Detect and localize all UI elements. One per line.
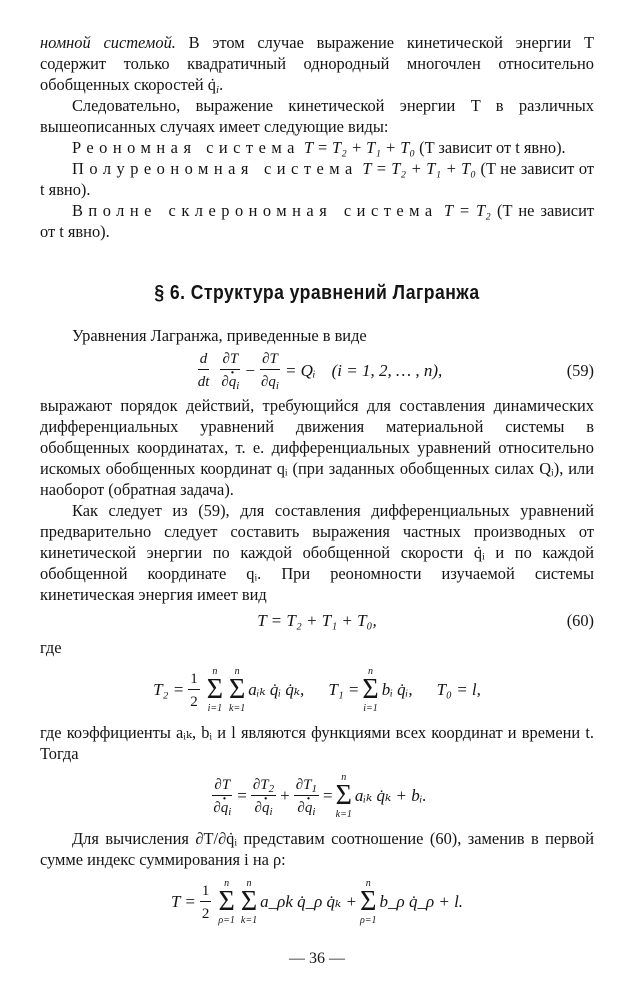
dT-terms: aᵢₖ q̇ₖ + bᵢ. (354, 786, 427, 805)
case-scleronomic (40, 200, 594, 242)
paragraph-1: номной системой. В этом случае выражение кинетической энергии T содержит только квадратичный однородный многочлен относительно обобщенных скоростей $q̇_i$. (40, 33, 594, 96)
paragraph-3: выражают порядок действий, требующийся для составления динамических дифференциальных уравнений движения материальной системы в обобщенных координатах, т. е. дифференциальных уравнений относительно искомых обобщенных координат qᵢ (при заданных обобщенных силах Qᵢ), или наоборот (обратная задача). (40, 396, 594, 499)
final-terms-1: a_ρk q̇_ρ q̇ₖ + (260, 892, 357, 911)
case-semirheonomic-note: (T не зависит от t явно). (40, 159, 594, 199)
case-rheonomic-label: Реономная система (72, 138, 300, 157)
equation-60-number: (60) (566, 611, 594, 630)
paragraph-2: Следовательно, выражение кинетической энергии T в различных вышеописанных случаях имеет следующие виды: (40, 96, 594, 136)
italic-phrase: номной системой. (40, 33, 176, 52)
case-semirheonomic-label: Полуреономная система (72, 159, 358, 178)
sum-i: n Σ i=1 (206, 666, 223, 714)
page-body (40, 32, 594, 934)
page-number: — 36 — (289, 950, 345, 967)
equation-60 (40, 611, 594, 631)
d-dt-fraction: $\frac{d}{dt}$ (197, 351, 210, 390)
paragraph-1-text: В этом случае выражение кинетической энергии T содержит только квадратичный однородный многочлен относительно обобщенных скоростей q̇ (40, 33, 594, 94)
t0-formula: T₀ = l, (436, 680, 481, 699)
equation-final: T = $\frac{1}{2}$ n Σ ρ=1 n Σ k=1 a_ρk q̇_ρ q̇ₖ + n Σ ρ=1 b_ρ q̇_ρ + l. (170, 878, 464, 926)
paragraph-5: где коэффициенты aᵢₖ, bᵢ и l являются функциями всех координат и времени t. Тогда (40, 723, 594, 763)
equation-60-formula: T = T₂ + T₁ + T₀, (257, 611, 377, 630)
t2-lhs: T₂ = (153, 680, 185, 699)
final-lhs: T = (170, 892, 196, 911)
equation-59-range: (i = 1, 2, … , n), (331, 360, 443, 380)
dT-dq-fraction: $\frac{\partial T}{\partial q_i}$ (260, 351, 279, 392)
final-terms-2: b_ρ q̇_ρ + l. (379, 892, 464, 911)
half-fraction: $\frac{1}{2}$ (190, 670, 198, 710)
intro-paragraph: Уравнения Лагранжа, приведенные в виде (72, 326, 367, 345)
paragraph-6: Для вычисления ∂T/∂q̇ᵢ представим соотношение (60), заменив в первой сумме индекс суммирования i на ρ: (40, 829, 594, 869)
t1-lhs: T₁ = (328, 680, 360, 699)
paragraph-4: Как следует из (59), для составления дифференциальных уравнений предварительно следует составить выражения частных производных от кинетической энергии по каждой обобщенной скорости q̇ᵢ и по каждой обобщенной координате qᵢ. При реономности изучаемой системы кинетическая энергия имеет вид (40, 501, 594, 604)
case-rheonomic-formula: T = T₂ + T₁ + T₀ (303, 138, 416, 157)
section-heading: § 6. Структура уравнений Лагранжа (154, 282, 480, 304)
case-semirheonomic-formula: T = T₂ + T₁ + T₀ (362, 159, 476, 178)
case-scleronomic-note: (T не зависит от t явно). (40, 201, 594, 241)
case-semirheonomic (40, 158, 594, 200)
equation-59-number: (59) (566, 360, 594, 380)
case-rheonomic-note: (T зависит от t явно). (419, 138, 566, 157)
equation-T-components (40, 666, 594, 714)
case-scleronomic-formula: T = T₂ (443, 201, 491, 220)
equation-59-rhs: = Qᵢ (284, 360, 316, 380)
case-scleronomic-label: Вполне склерономная система (72, 201, 438, 220)
t1-terms: bᵢ q̇ᵢ, (381, 680, 413, 699)
t2-terms: aᵢₖ q̇ᵢ q̇ₖ, (248, 680, 305, 699)
sum-k: n Σ k=1 (228, 666, 246, 714)
dT-dqdot-fraction: $\frac{\partial T}{\partial\cdot q_i}$ (219, 350, 241, 391)
equation-dT-dqdot: $\frac{\partial T}{\partial\cdot q_i}$ = $\frac{\partial T_2}{\partial\cdot q_i}$ + $\frac{\partial T_1}{\partial\cdot q_i}$ = n Σ k=1 aᵢₖ q̇ₖ + bᵢ. (40, 772, 594, 820)
sum-k-dT: n Σ k=1 (335, 772, 352, 820)
equation-59: $\frac{d}{dt}$ $\frac{\partial T}{\partial\cdot q_i}$ − $\frac{\partial T}{\partial q_i}$ = Qᵢ (i = 1, 2, … , n), (59) (40, 350, 594, 391)
sum-i-t1: n Σ i=1 (362, 666, 379, 714)
case-rheonomic (40, 137, 594, 158)
where-label: где (40, 638, 62, 657)
